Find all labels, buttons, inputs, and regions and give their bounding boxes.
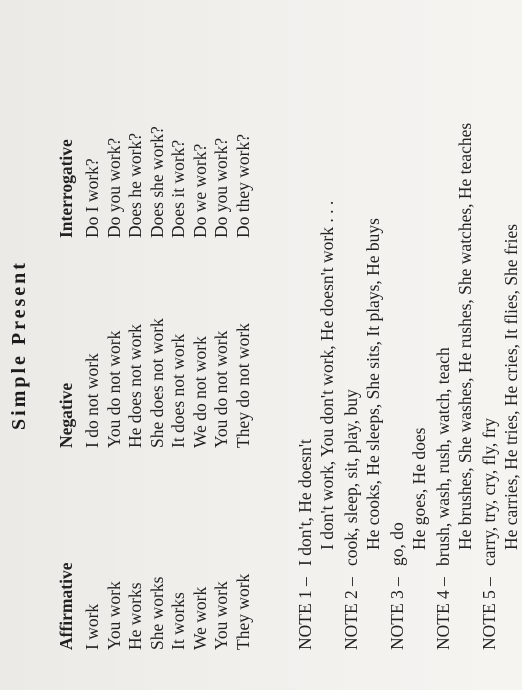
notes-section bbox=[294, 0, 522, 650]
note-dash: – bbox=[479, 577, 499, 586]
note-dash: – bbox=[341, 577, 361, 586]
table-cell: We work bbox=[189, 586, 210, 650]
note-5 bbox=[478, 0, 522, 650]
note-rule: cook, sleep, sit, play, buy bbox=[341, 389, 361, 566]
table-cell: We do not work bbox=[189, 336, 210, 448]
note-rule: I don't, He doesn't bbox=[295, 439, 315, 566]
table-cell: She does not work bbox=[146, 318, 167, 448]
table-cell: You work bbox=[103, 581, 124, 650]
table-cell: Does he work? bbox=[125, 133, 145, 238]
table-cell: Do you work? bbox=[103, 137, 124, 238]
negative-column bbox=[52, 318, 254, 448]
note-example: He brushes, She washes, He rushes, She watches, He teaches bbox=[455, 122, 475, 550]
note-rule: go, do bbox=[387, 522, 407, 566]
column-header: Negative bbox=[56, 382, 76, 448]
note-dash: – bbox=[387, 577, 407, 586]
note-rule: carry, try, cry, fly, fry bbox=[479, 417, 499, 566]
note-dash: – bbox=[295, 577, 315, 586]
table-cell: Does it work? bbox=[168, 139, 188, 238]
table-cell: You do not work bbox=[103, 330, 124, 448]
note-1 bbox=[294, 0, 338, 650]
note-rule: brush, wash, rush, watch, teach bbox=[433, 347, 453, 566]
table-cell: They work bbox=[232, 573, 253, 650]
table-cell: Do you work? bbox=[211, 137, 231, 238]
table-cell: He works bbox=[125, 582, 145, 650]
note-label: NOTE 3 bbox=[387, 590, 407, 650]
column-header: Interrogative bbox=[56, 139, 76, 238]
note-example: He carries, He tries, He cries, It flies, She fries bbox=[501, 223, 521, 550]
table-cell: I work bbox=[82, 603, 102, 650]
note-2 bbox=[340, 0, 384, 650]
note-dash: – bbox=[433, 577, 453, 586]
table-cell: He does not work bbox=[125, 324, 145, 448]
interrogative-column bbox=[52, 126, 254, 238]
table-cell: Do they work? bbox=[232, 133, 253, 238]
table-cell: It works bbox=[168, 592, 188, 650]
note-label: NOTE 1 bbox=[295, 590, 315, 650]
column-header: Affirmative bbox=[56, 562, 76, 650]
note-example: I don't work, You don't work, He doesn't work . . . bbox=[317, 200, 337, 550]
page-title: Simple Present bbox=[8, 260, 30, 430]
note-example: He cooks, He sleeps, She sits, It plays, He buys bbox=[363, 218, 383, 550]
table-cell: Does she work? bbox=[146, 126, 167, 238]
note-label: NOTE 2 bbox=[341, 590, 361, 650]
note-label: NOTE 5 bbox=[479, 590, 499, 650]
table-cell: I do not work bbox=[82, 353, 102, 448]
table-cell: Do we work? bbox=[189, 143, 210, 238]
table-cell: You do not work bbox=[211, 330, 231, 448]
note-3 bbox=[386, 0, 430, 650]
table-cell: She works bbox=[146, 576, 167, 650]
table-cell: You work bbox=[211, 581, 231, 650]
note-label: NOTE 4 bbox=[433, 590, 453, 650]
note-4 bbox=[432, 0, 476, 650]
affirmative-column bbox=[52, 563, 254, 650]
table-cell: It does not work bbox=[168, 333, 188, 448]
table-cell: They do not work bbox=[232, 323, 253, 448]
table-cell: Do I work? bbox=[82, 158, 102, 238]
note-example: He goes, He does bbox=[409, 427, 429, 550]
